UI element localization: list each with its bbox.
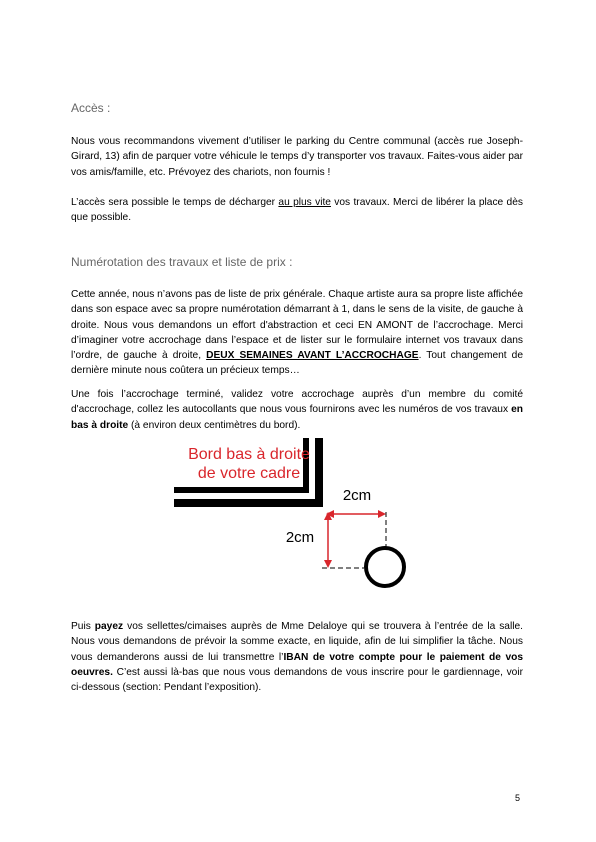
paragraph-paiement xyxy=(71,619,523,695)
section-heading-acces: Accès : xyxy=(71,101,111,115)
sticker-circle xyxy=(366,548,404,586)
diagram-title-line2: de votre cadre xyxy=(197,465,301,482)
horizontal-dimension-label: 2cm xyxy=(342,487,372,504)
text-span: vos sellettes/cimaises auprès de Mme Delaloye qui se trouvera à l’entrée de la salle. Nous vous demandons de prévoir la somme exacte, en liquide, afin de lui simplifier la tâche. Nous vous demanderons aussi de lui transmettre l’ xyxy=(71,621,523,663)
paragraph-dechargement xyxy=(71,195,523,226)
section-heading-numerotation: Numérotation des travaux et liste de prix : xyxy=(71,255,293,269)
page-number: 5 xyxy=(515,793,521,803)
text-span: Cette année, nous n’avons pas de liste de prix générale. Chaque artiste aura sa propre liste affichée dans son espace avec sa propre numérotation démarrant à 1, dans le sens de la visite, de gauche à droite. Nous vous demandons un effort d'abstraction et ceci EN AMONT de l’accrochage. Merci d’imaginer votre accrochage dans l’espace et de lister sur le formulaire internet vos travaux dans l’ordre, de gauche à droite, xyxy=(71,289,523,362)
bold-text: en bas à droite xyxy=(71,404,523,431)
text-span: . Tout changement de dernière minute nous coûtera un précieux temps… xyxy=(71,350,524,377)
bold-text: IBAN de votre compte pour le paiement de vos oeuvres. xyxy=(71,651,524,678)
text-span: C’est aussi là-bas que nous vous demandons de vous inscrire pour le gardiennage, voir ci-dessous (section: Pendant l’exposition). xyxy=(71,666,523,694)
paragraph-autocollants xyxy=(71,387,523,433)
diagram-title-line1: Bord bas à droite xyxy=(188,446,310,463)
paragraph-liste-prix xyxy=(71,287,523,379)
text-span: L’accès sera possible le temps de décharger xyxy=(71,197,279,208)
frame-corner-diagram xyxy=(174,438,414,598)
paragraph-parking: Nous vous recommandons vivement d’utiliser le parking du Centre communal (accès rue Joseph-Girard, 13) afin de parquer votre véhicule le temps d’y transporter vos travaux. Faites-vous aider par vos amis/famille, etc. Prévoyez des chariots, non fournis ! xyxy=(71,136,523,178)
text-span: (à environ deux centimètres du bord). xyxy=(128,419,301,431)
bold-underlined-text: DEUX SEMAINES AVANT L’ACCROCHAGE xyxy=(206,350,419,362)
vertical-arrowhead-bottom xyxy=(324,560,332,568)
text-span: Une fois l’accrochage terminé, validez votre accrochage auprès d’un membre du comité d'accrochage, collez les autocollants que nous vous fournirons avec les numéros de vos travaux xyxy=(71,389,523,416)
horizontal-arrowhead-right xyxy=(378,510,386,518)
vertical-dimension-label: 2cm xyxy=(285,529,315,546)
underlined-text: au plus vite xyxy=(278,197,331,208)
bold-text: payez xyxy=(94,621,124,632)
text-span: vos travaux. Merci de libérer la place dès que possible. xyxy=(71,197,523,224)
text-span: Puis xyxy=(71,621,95,632)
